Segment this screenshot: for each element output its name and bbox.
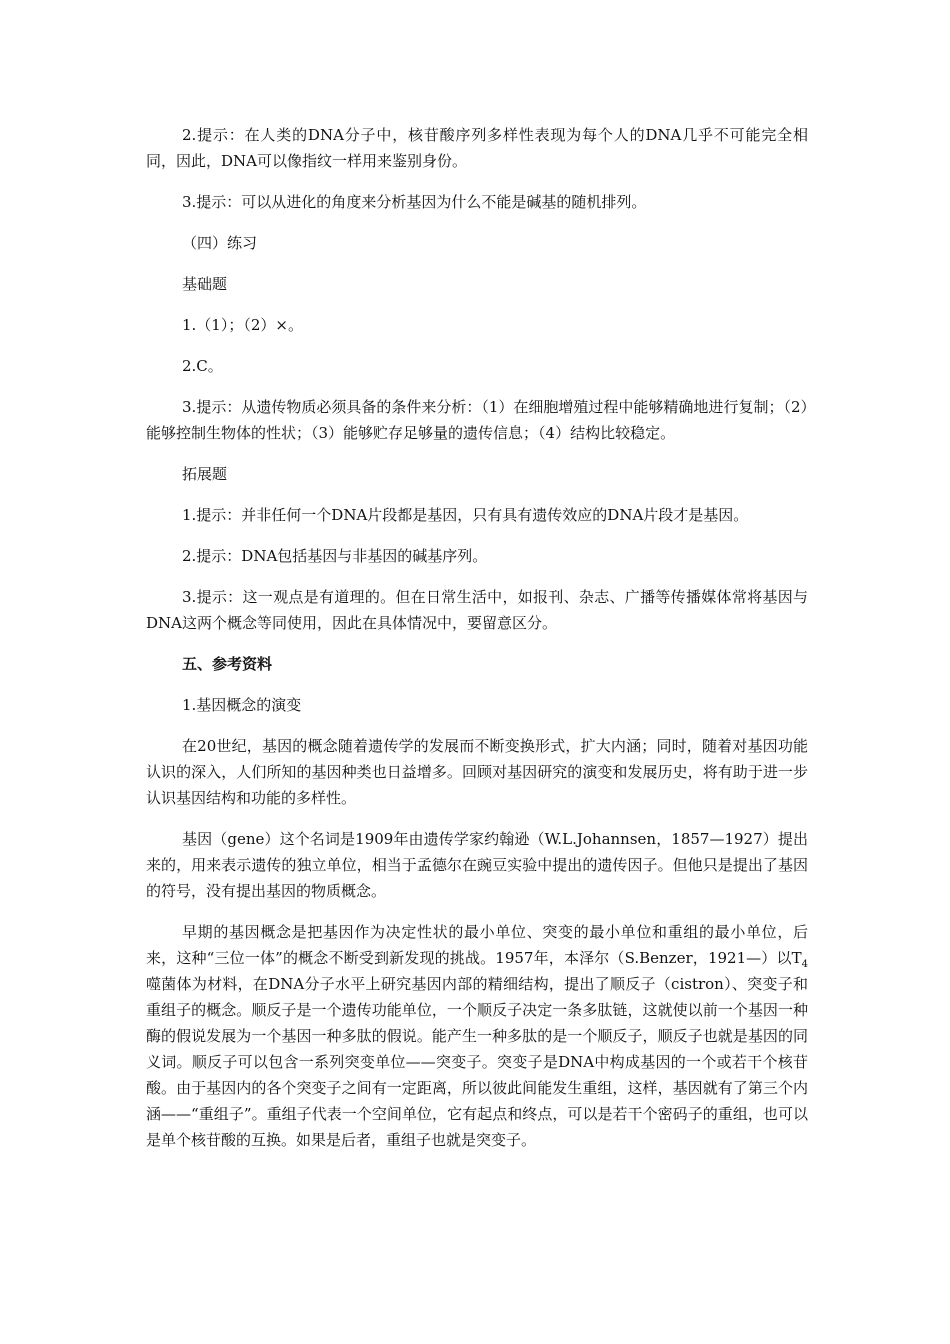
answer-extension-1: 1.提示：并非任何一个DNA片段都是基因，只有具有遗传效应的DNA片段才是基因。 xyxy=(182,506,749,524)
subsection-basic: 基础题 xyxy=(182,275,228,293)
reference-paragraph-2: 基因（gene）这个名词是1909年由遗传学家约翰逊（W.L.Johannsen，1857—1927）提出来的，用来表示遗传的独立单位，相当于孟德尔在豌豆实验中提出的遗传因子。但他只是提出了基因的符号，没有提出基因的物质概念。 xyxy=(146,830,808,900)
section-heading-references: 五、参考资料 xyxy=(182,655,273,673)
subsection-extension: 拓展题 xyxy=(182,465,228,483)
reference-paragraph-3-part-a: 早期的基因概念是把基因作为决定性状的最小单位、突变的最小单位和重组的最小单位，后来，这种“三位一体”的概念不断受到新发现的挑战。1957年，本泽尔（S.Benzer，1921—）以T xyxy=(146,923,808,967)
reference-paragraph-3 xyxy=(146,919,808,1153)
subscript-4: 4 xyxy=(801,959,808,970)
paragraph-hint-3: 3.提示：可以从进化的角度来分析基因为什么不能是碱基的随机排列。 xyxy=(182,193,647,211)
answer-basic-1: 1.（1）；（2）×。 xyxy=(182,316,303,334)
reference-title-1: 1.基因概念的演变 xyxy=(182,696,302,714)
answer-basic-2: 2.C。 xyxy=(182,357,223,375)
reference-paragraph-1: 在20世纪，基因的概念随着遗传学的发展而不断变换形式，扩大内涵；同时，随着对基因功能认识的深入，人们所知的基因种类也日益增多。回顾对基因研究的演变和发展历史，将有助于进一步认识基因结构和功能的多样性。 xyxy=(146,737,808,807)
document-body xyxy=(146,122,808,1168)
answer-extension-3: 3.提示：这一观点是有道理的。但在日常生活中，如报刊、杂志、广播等传播媒体常将基因与DNA这两个概念等同使用，因此在具体情况中，要留意区分。 xyxy=(146,588,808,632)
answer-extension-2: 2.提示：DNA包括基因与非基因的碱基序列。 xyxy=(182,547,488,565)
answer-basic-3: 3.提示：从遗传物质必须具备的条件来分析：（1）在细胞增殖过程中能够精确地进行复制；（2）能够控制生物体的性状；（3）能够贮存足够量的遗传信息；（4）结构比较稳定。 xyxy=(146,398,808,442)
paragraph-hint-2: 2.提示：在人类的DNA分子中，核苷酸序列多样性表现为每个人的DNA几乎不可能完全相同，因此，DNA可以像指纹一样用来鉴别身份。 xyxy=(146,126,808,170)
reference-paragraph-3-part-b: 噬菌体为材料，在DNA分子水平上研究基因内部的精细结构，提出了顺反子（cistron）、突变子和重组子的概念。顺反子是一个遗传功能单位，一个顺反子决定一条多肽链，这就使以前一个基因一种酶的假说发展为一个基因一种多肽的假说。能产生一种多肽的是一个顺反子，顺反子也就是基因的同义词。顺反子可以包含一系列突变单位——突变子。突变子是DNA中构成基因的一个或若干个核苷酸。由于基因内的各个突变子之间有一定距离，所以彼此间能发生重组，这样，基因就有了第三个内涵——“重组子”。重组子代表一个空间单位，它有起点和终点，可以是若干个密码子的重组，也可以是单个核苷酸的互换。如果是后者，重组子也就是突变子。 xyxy=(146,975,808,1149)
section-exercises: （四）练习 xyxy=(182,234,258,252)
